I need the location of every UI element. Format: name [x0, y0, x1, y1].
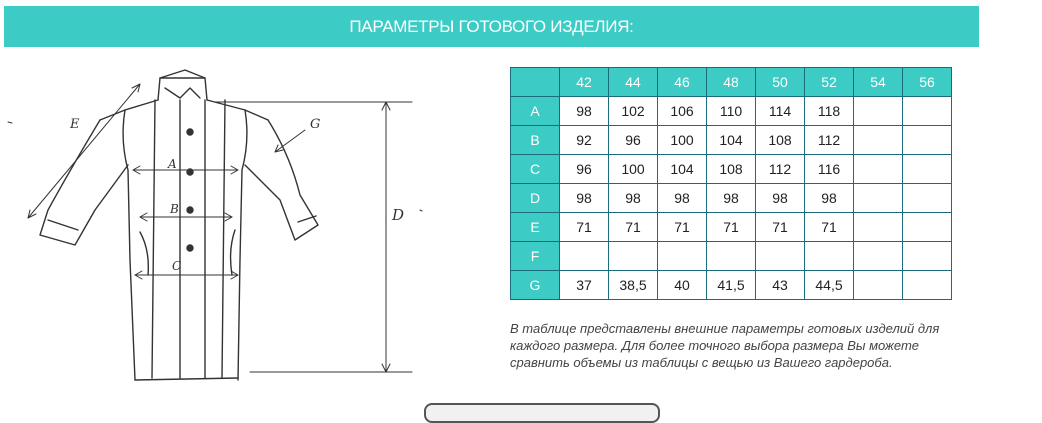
table-cell — [854, 97, 903, 126]
table-cell — [658, 242, 707, 271]
table-cell: 71 — [560, 213, 609, 242]
table-cell: 71 — [707, 213, 756, 242]
table-cell: 71 — [609, 213, 658, 242]
size-header: 42 — [560, 68, 609, 97]
table-cell — [854, 155, 903, 184]
table-corner-cell — [511, 68, 560, 97]
table-cell — [903, 242, 952, 271]
row-label: A — [511, 97, 560, 126]
row-label: C — [511, 155, 560, 184]
bottom-button[interactable] — [424, 403, 660, 423]
table-cell — [609, 242, 658, 271]
table-cell — [854, 184, 903, 213]
size-table — [510, 67, 952, 300]
table-cell: 106 — [658, 97, 707, 126]
table-cell — [707, 242, 756, 271]
row-label: B — [511, 126, 560, 155]
size-header: 56 — [903, 68, 952, 97]
table-cell: 116 — [805, 155, 854, 184]
garment-sketch — [0, 60, 440, 390]
table-cell: 38,5 — [609, 271, 658, 300]
table-cell — [805, 242, 854, 271]
table-row — [511, 213, 952, 242]
table-cell: 110 — [707, 97, 756, 126]
table-cell: 104 — [658, 155, 707, 184]
size-header: 54 — [854, 68, 903, 97]
table-cell: 71 — [756, 213, 805, 242]
table-cell — [903, 97, 952, 126]
table-cell: 98 — [805, 184, 854, 213]
table-cell: 100 — [658, 126, 707, 155]
size-header: 52 — [805, 68, 854, 97]
table-cell: 98 — [609, 184, 658, 213]
table-cell: 37 — [560, 271, 609, 300]
table-header-row — [511, 68, 952, 97]
table-cell: 71 — [805, 213, 854, 242]
label-e: E — [70, 117, 80, 132]
table-cell: 41,5 — [707, 271, 756, 300]
table-cell: 100 — [609, 155, 658, 184]
size-header: 48 — [707, 68, 756, 97]
table-cell: 108 — [756, 126, 805, 155]
size-note: В таблице представлены внешние параметры готовых изделий для каждого размера. Для более точного выбора размера Вы можете сравнить объемы из таблицы с вещью из Вашего гардероба. — [510, 321, 940, 370]
table-cell — [854, 126, 903, 155]
table-cell — [903, 126, 952, 155]
table-cell: 96 — [560, 155, 609, 184]
label-b: B — [170, 202, 179, 216]
table-row — [511, 184, 952, 213]
table-cell — [854, 213, 903, 242]
table-cell: 98 — [658, 184, 707, 213]
table-cell — [854, 242, 903, 271]
table-cell — [903, 213, 952, 242]
table-row — [511, 242, 952, 271]
table-cell: 104 — [707, 126, 756, 155]
row-label: E — [511, 213, 560, 242]
table-cell: 118 — [805, 97, 854, 126]
header-bar — [4, 6, 979, 47]
label-c: C — [172, 259, 182, 273]
label-d: D — [392, 206, 405, 224]
table-cell: 40 — [658, 271, 707, 300]
table-cell: 112 — [805, 126, 854, 155]
table-cell: 92 — [560, 126, 609, 155]
size-header: 44 — [609, 68, 658, 97]
table-cell — [756, 242, 805, 271]
page-title: ПАРАМЕТРЫ ГОТОВОГО ИЗДЕЛИЯ: — [349, 16, 634, 36]
table-cell — [903, 155, 952, 184]
size-header: 50 — [756, 68, 805, 97]
table-cell: 102 — [609, 97, 658, 126]
table-cell: 98 — [756, 184, 805, 213]
table-row — [511, 271, 952, 300]
row-label: G — [511, 271, 560, 300]
table-cell: 98 — [707, 184, 756, 213]
table-row — [511, 155, 952, 184]
table-cell: 96 — [609, 126, 658, 155]
table-row — [511, 97, 952, 126]
label-g: G — [310, 117, 321, 132]
table-cell — [854, 271, 903, 300]
table-cell: 108 — [707, 155, 756, 184]
table-cell: 98 — [560, 97, 609, 126]
table-cell — [903, 184, 952, 213]
table-cell: 112 — [756, 155, 805, 184]
size-header: 46 — [658, 68, 707, 97]
table-cell: 114 — [756, 97, 805, 126]
table-row — [511, 126, 952, 155]
table-cell: 71 — [658, 213, 707, 242]
table-cell — [560, 242, 609, 271]
label-a: A — [168, 157, 177, 171]
table-cell: 43 — [756, 271, 805, 300]
table-cell: 98 — [560, 184, 609, 213]
table-cell — [903, 271, 952, 300]
table-cell: 44,5 — [805, 271, 854, 300]
row-label: F — [511, 242, 560, 271]
row-label: D — [511, 184, 560, 213]
